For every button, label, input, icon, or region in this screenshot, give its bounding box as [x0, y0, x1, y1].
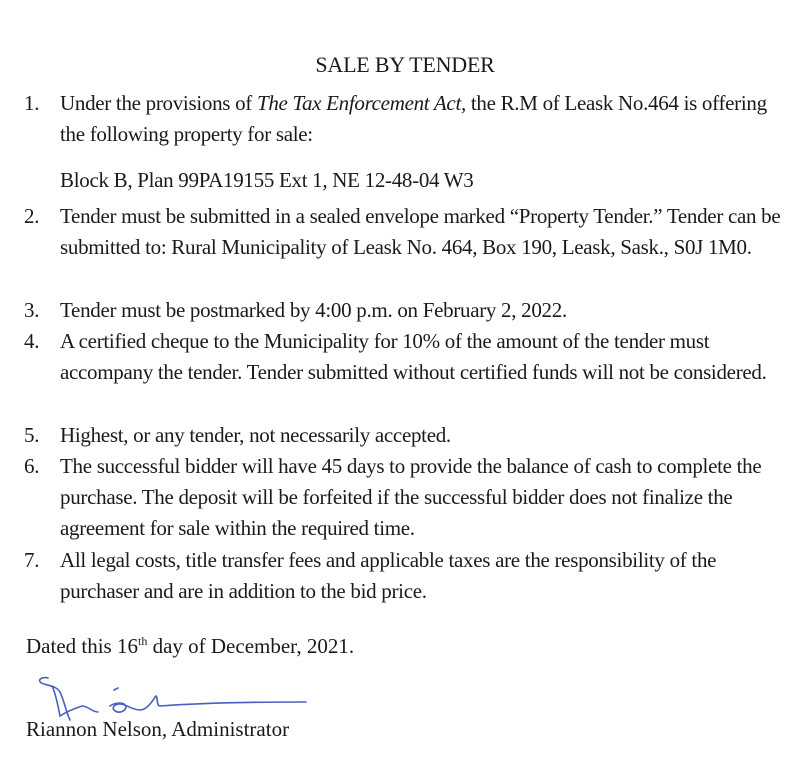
list-item [24, 326, 784, 388]
item-text: the R.M of Leask No.464 is offering the following property for sale: [60, 91, 767, 146]
list-item [24, 295, 784, 326]
item-number: 1. [24, 91, 40, 115]
list-item [24, 201, 784, 263]
dated-text: Dated this 16 [26, 634, 138, 658]
item-text: Tender must be submitted in a sealed envelope marked “Property Tender.” Tender can be submitted to: Rural Municipality of Leask No. 464, Box 190, Leask, Sask., S0J 1M0. [60, 204, 781, 259]
property-description: Block B, Plan 99PA19155 Ext 1, NE 12-48-04 W3 [60, 168, 474, 192]
item-text: A certified cheque to the Municipality for 10% of the amount of the tender must accompany the tender. Tender submitted without certified funds will not be considered. [60, 329, 767, 384]
item-number: 7. [24, 548, 40, 572]
item-text: Highest, or any tender, not necessarily accepted. [60, 423, 451, 447]
list-item [24, 88, 784, 150]
page-title: SALE BY TENDER [315, 52, 495, 77]
signer-name: Riannon Nelson, Administrator [26, 717, 290, 741]
item-text: All legal costs, title transfer fees and applicable taxes are the responsibility of the purchaser and are in addition to the bid price. [60, 548, 717, 603]
list-item [24, 545, 784, 607]
item-text: Under the provisions of [60, 91, 257, 115]
item-number: 2. [24, 204, 40, 228]
dated-line [26, 634, 354, 659]
dated-text: day of December, 2021. [147, 634, 355, 658]
item-text: The successful bidder will have 45 days to provide the balance of cash to complete the purchase. The deposit will be forfeited if the successful bidder does not finalize the agreement for sale within the required time. [60, 454, 762, 540]
list-item [24, 451, 784, 544]
act-name: The Tax Enforcement Act, [256, 91, 466, 115]
item-text: Tender must be postmarked by 4:00 p.m. on February 2, 2022. [60, 298, 567, 322]
item-number: 4. [24, 329, 40, 353]
item-number: 5. [24, 423, 40, 447]
list-item [24, 420, 784, 451]
dated-suffix: th [137, 634, 148, 648]
item-number: 6. [24, 454, 40, 478]
item-number: 3. [24, 298, 40, 322]
